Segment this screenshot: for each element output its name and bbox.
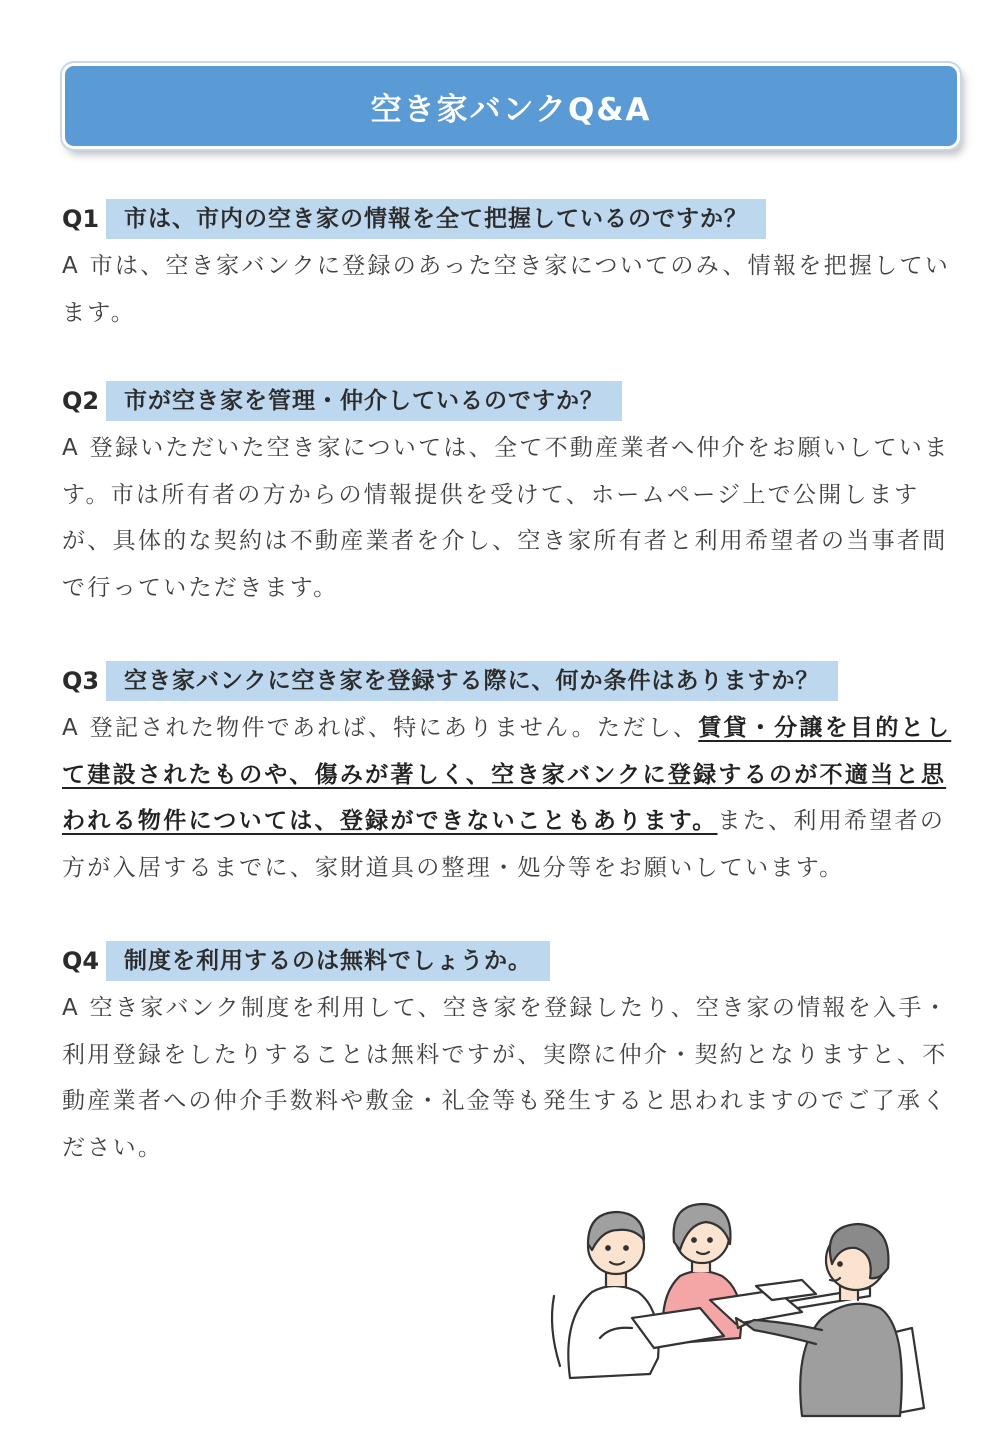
qa-item-1 xyxy=(62,199,952,336)
qa-item-3 xyxy=(62,661,952,891)
agent-body xyxy=(800,1304,902,1416)
consultation-people-illustration xyxy=(540,1168,940,1424)
title-banner xyxy=(62,63,960,149)
question-line xyxy=(62,661,952,701)
question-label: Q3 xyxy=(62,667,100,695)
answer-emphasis: 賃貸・分譲を目的として建設されたものや、傷みが著しく、空き家バンクに登録するのが不適当と思われる物件については、登録ができないこともあります。 xyxy=(62,715,952,834)
question-line xyxy=(62,941,952,981)
chair-icon xyxy=(552,1296,560,1366)
qa-item-2 xyxy=(62,381,952,611)
question-text: 空き家バンクに空き家を登録する際に、何か条件はありますか？ xyxy=(106,661,838,701)
answer-text: A 登録いただいた空き家については、全て不動産業者へ仲介をお願いしています。市は所有者の方からの情報提供を受けて、ホームページ上で公開しますが、具体的な契約は不動産業者を介し、空き家所有者と利用希望者の当事者間で行っていただきます。 xyxy=(62,435,950,601)
answer-text xyxy=(62,705,952,891)
page-title: 空き家バンクQ&A xyxy=(370,91,652,128)
answer-text: A 市は、空き家バンクに登録のあった空き家についてのみ、情報を把握しています。 xyxy=(62,253,951,326)
question-label: Q1 xyxy=(62,205,100,233)
question-text: 制度を利用するのは無料でしょうか。 xyxy=(106,941,550,981)
question-label: Q2 xyxy=(62,387,100,415)
answer-text: A 空き家バンク制度を利用して、空き家を登録したり、空き家の情報を入手・利用登録をしたりすることは無料ですが、実際に仲介・契約となりますと、不動産業者への仲介手数料や敷金・礼金等も発生すると思われますのでご了承ください。 xyxy=(62,995,949,1161)
question-label: Q4 xyxy=(62,947,100,975)
answer-outro: また、利用希望者の方が入居するまでに、家財道具の整理・処分等をお願いしています。 xyxy=(62,808,946,881)
question-line xyxy=(62,199,952,239)
question-text: 市は、市内の空き家の情報を全て把握しているのですか？ xyxy=(106,199,766,239)
question-text: 市が空き家を管理・仲介しているのですか？ xyxy=(106,381,622,421)
qa-item-4 xyxy=(62,941,952,1171)
question-line xyxy=(62,381,952,421)
answer-intro: A 登記された物件であれば、特にありません。ただし、 xyxy=(62,715,699,741)
